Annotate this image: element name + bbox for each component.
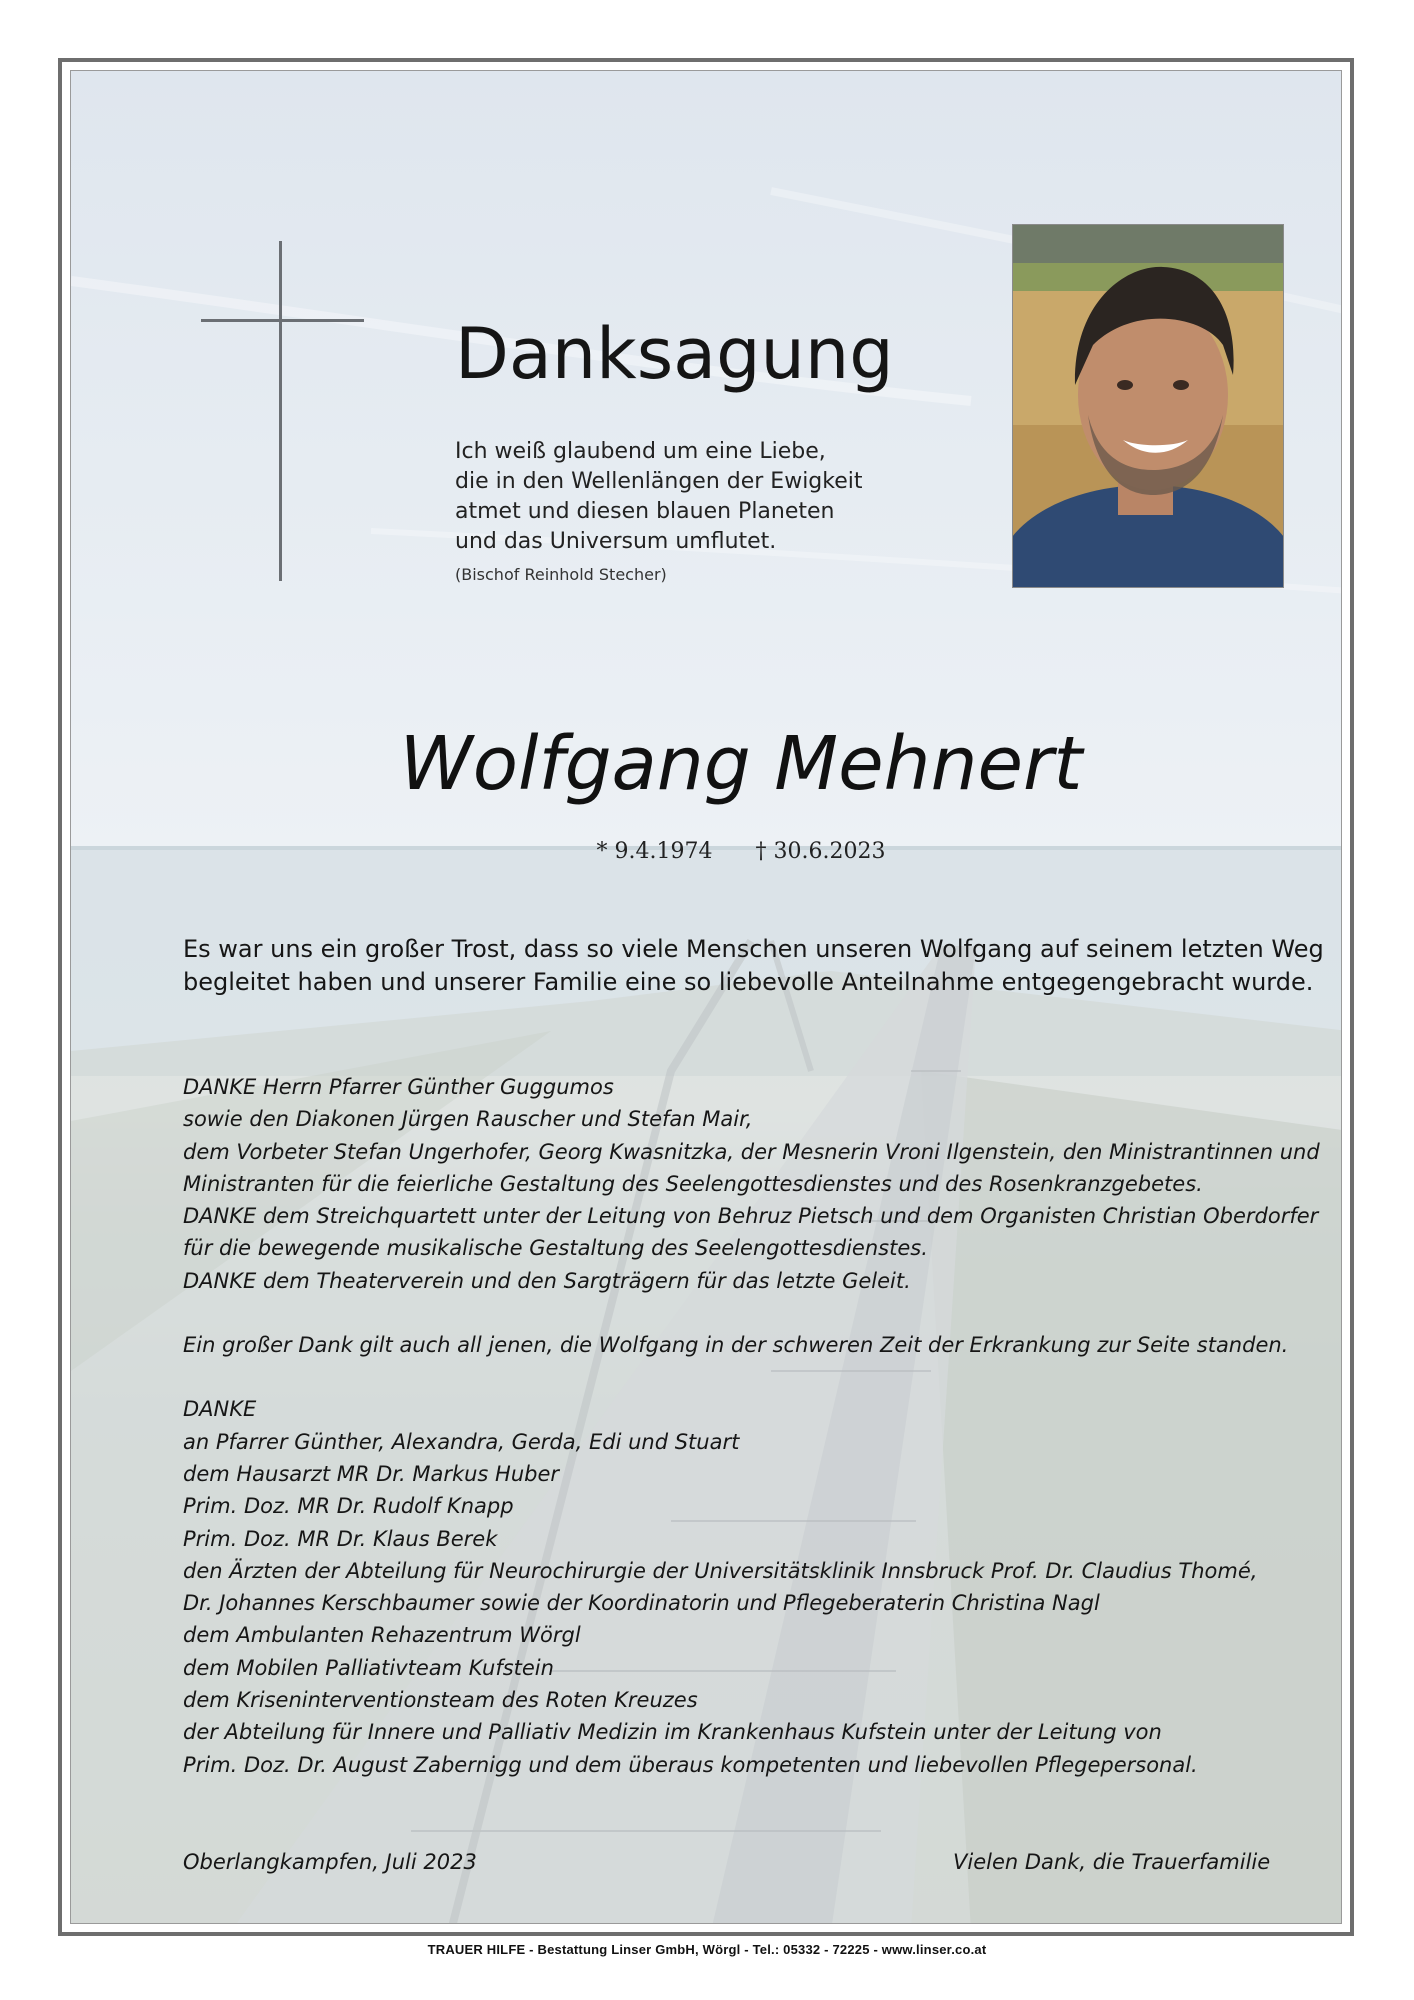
poem	[455, 437, 975, 584]
thanks-line: dem Vorbeter Stefan Ungerhofer, Georg Kwasnitzka, der Mesnerin Vroni Ilgenstein, den Ministrantinnen und	[183, 1139, 1320, 1164]
thanks-line: DANKE dem Streichquartett unter der Leitung von Behruz Pietsch und dem Organisten Christian Oberdorfer	[183, 1204, 1319, 1229]
footer-imprint: TRAUER HILFE - Bestattung Linser GmbH, Wörgl - Tel.: 05332 - 72225 - www.linser.co.at	[427, 1942, 987, 1957]
thanks-line: den Ärzten der Abteilung für Neurochirurgie der Universitätsklinik Innsbruck Prof. Dr. Claudius Thomé,	[183, 1558, 1258, 1583]
thanks-line: dem Hausarzt MR Dr. Markus Huber	[183, 1461, 560, 1486]
thanks-line: dem Kriseninterventionsteam des Roten Kreuzes	[183, 1688, 698, 1713]
thanks-line: DANKE Herrn Pfarrer Günther Guggumos	[183, 1075, 614, 1099]
poem-line: und das Universum umflutet.	[455, 529, 777, 554]
thanks-line: Prim. Doz. MR Dr. Klaus Berek	[183, 1526, 498, 1551]
deceased-name: Wolfgang Mehnert	[399, 721, 1083, 807]
thanks-line: DANKE	[183, 1397, 257, 1422]
thanks-section	[183, 1071, 1342, 1781]
thanks-line: Prim. Doz. Dr. August Zabernigg und dem überaus kompetenten und liebevollen Pflegepersonal.	[183, 1752, 1198, 1777]
life-dates	[71, 839, 1341, 864]
thanks-line: Ein großer Dank gilt auch all jenen, die Wolfgang in der schweren Zeit der Erkrankung zur Seite standen.	[183, 1333, 1289, 1358]
family-signature: Vielen Dank, die Trauerfamilie	[953, 1850, 1271, 1874]
spacer	[183, 1361, 1342, 1393]
thanks-line: dem Ambulanten Rehazentrum Wörgl	[183, 1623, 581, 1648]
thanks-line: für die bewegende musikalische Gestaltung des Seelengottesdienstes.	[183, 1236, 928, 1261]
thanks-line: Prim. Doz. MR Dr. Rudolf Knapp	[183, 1494, 514, 1519]
thanks-line: der Abteilung für Innere und Palliativ Medizin im Krankenhaus Kufstein unter der Leitung von	[183, 1720, 1162, 1745]
thanks-line: Ministranten für die feierliche Gestaltung des Seelengottesdienstes und des Rosenkranzgebetes.	[183, 1171, 1203, 1196]
page-title: Danksagung	[455, 313, 894, 395]
thanks-line: dem Mobilen Palliativteam Kufstein	[183, 1655, 554, 1680]
intro-text: Es war uns ein großer Trost, dass so viele Menschen unseren Wolfgang auf seinem letzten Weg begleitet haben und unserer Familie eine so liebevolle Anteilnahme entgegengebracht wurde.	[183, 935, 1324, 996]
cross-icon-bar	[201, 319, 364, 322]
card-border	[58, 58, 1354, 1936]
poem-line: Ich weiß glaubend um eine Liebe,	[455, 439, 826, 464]
portrait-photo	[1012, 224, 1284, 588]
death-date: † 30.6.2023	[755, 839, 886, 864]
spacer	[183, 1297, 1342, 1329]
card-background	[70, 70, 1342, 1924]
cross-icon	[279, 241, 282, 581]
birth-date: * 9.4.1974	[596, 839, 713, 864]
place-date: Oberlangkampfen, Juli 2023	[183, 1850, 477, 1874]
thanks-line: sowie den Diakonen Jürgen Rauscher und Stefan Mair,	[183, 1107, 753, 1132]
thanks-line: DANKE dem Theaterverein und den Sargträgern für das letzte Geleit.	[183, 1268, 911, 1293]
poem-author: (Bischof Reinhold Stecher)	[455, 565, 667, 584]
thanks-line: an Pfarrer Günther, Alexandra, Gerda, Edi und Stuart	[183, 1429, 740, 1454]
poem-line: atmet und diesen blauen Planeten	[455, 499, 835, 524]
portrait-image	[1013, 225, 1283, 587]
poem-line: die in den Wellenlängen der Ewigkeit	[455, 469, 863, 494]
thanks-line: Dr. Johannes Kerschbaumer sowie der Koordinatorin und Pflegeberaterin Christina Nagl	[183, 1591, 1100, 1616]
